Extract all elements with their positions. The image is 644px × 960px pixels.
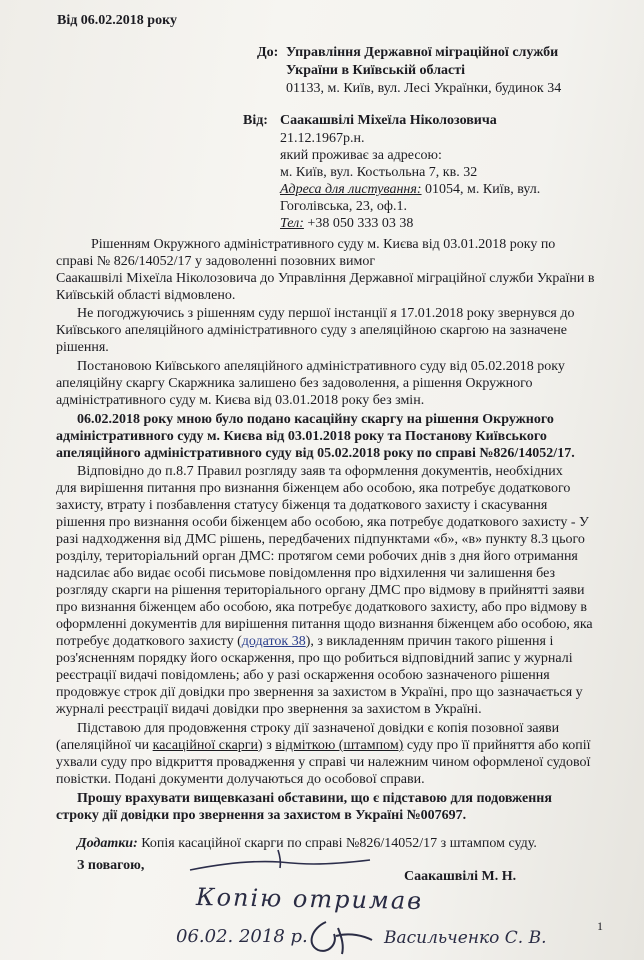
- sender-phone: [280, 215, 413, 232]
- paragraph-4-line: адміністративного суду м. Києва від 03.01.2018 року та Постанову Київського: [56, 429, 547, 444]
- paragraph-5-line: реєстрації видачі повідомлень; або у разі оскарження особою зазначеного рішення: [56, 668, 550, 683]
- paragraph-3-line: адміністративного суду м. Києва від 03.01.2018 року без змін.: [56, 393, 425, 408]
- paragraph-4-line: 06.02.2018 року мною було подано касаційну скаргу на рішення Окружного: [77, 412, 554, 427]
- paragraph-1-line: справі № 826/14052/17 у задоволенні позовних вимог: [56, 254, 376, 269]
- paragraph-5-line: журналі реєстрації видачі довідки про звернення за захистом в Україні.: [56, 702, 482, 717]
- document-date: Від 06.02.2018 року: [57, 13, 177, 28]
- request-line: строку дії довідки про звернення за захистом в Україні №007697.: [56, 808, 467, 823]
- paragraph-1-line: Київській області відмовлено.: [56, 288, 236, 303]
- paragraph-5-line: продовжує строк дії довідки про звернення за захистом в Україні, про що зазначається у: [56, 685, 583, 700]
- from-label: Від:: [243, 113, 268, 128]
- signer-name: Саакашвілі М. Н.: [404, 869, 517, 884]
- paragraph-5-line: для вирішення питання про визнання біженцем або особою, яка потребує додаткового: [56, 481, 571, 496]
- paragraph-3-line: Постановою Київського апеляційного адміністративного суду від 05.02.2018 року: [77, 359, 565, 374]
- paragraph-2-line: Київського апеляційного адміністративного суду з апеляційною скаргою на зазначене: [56, 323, 567, 338]
- request-line: Прошу врахувати вищевказані обставини, що є підставою для подовження: [77, 791, 552, 806]
- attachments-text: Копія касаційної скарги по справі №826/14052/17 з штампом суду.: [137, 836, 537, 851]
- sender-mail-address: [280, 181, 540, 198]
- paragraph-5-line: захисту, втрату і позбавлення статусу біженця та додаткового захисту і скасування: [56, 498, 548, 513]
- paragraph-1-line: Саакашвілі Міхеїла Ніколозовича до Управління Державної міграційної служби України в: [56, 271, 595, 286]
- paragraph-5-line: розгляду скарги на рішення територіального органу ДМС про відмову в прийнятті заяви: [56, 583, 585, 598]
- cassation-complaint-underlined: касаційної скарги: [152, 738, 259, 753]
- addressee-org-line1: Управління Державної міграційної служби: [286, 45, 559, 60]
- paragraph-5-line: Відповідно до п.8.7 Правил розгляду заяв та оформлення документів, необхідних: [77, 464, 563, 479]
- paragraph-2-line: рішення.: [56, 340, 109, 355]
- paragraph-5-line: разі надходження від ДМС рішень, передбачених підпунктами «б», «в» пункту 8.3 цього: [56, 532, 585, 547]
- paragraph-6-text: ) з: [258, 738, 276, 753]
- author-signature: [180, 842, 380, 882]
- paragraph-4-line: апеляційного адміністративного суду від 05.02.2018 року по справі №826/14052/17.: [56, 446, 575, 461]
- paragraph-6-line: повістки. Подані документи долучаються до особової справи.: [56, 772, 425, 787]
- paragraph-2-line: Не погоджуючись з рішенням суду першої інстанції я 17.01.2018 року звернувся до: [77, 306, 575, 321]
- paragraph-6-line: Підставою для продовження строку дії зазначеної довідки є копія позовної заяви: [77, 721, 560, 736]
- paragraph-5-line: рішення про визнання особи біженцем або особою, яка потребує додаткового захисту - У: [56, 515, 589, 530]
- closing-regards: З повагою,: [77, 858, 145, 873]
- paragraph-6-text: суду про її прийняття або копії: [403, 738, 591, 753]
- handwritten-date: 06.02. 2018 р.: [176, 926, 308, 947]
- appendix-38-link[interactable]: додаток 38: [241, 634, 306, 649]
- addressee-org-line2: України в Київській області: [286, 63, 466, 78]
- paragraph-5-text: потребує додаткового захисту (: [56, 634, 242, 649]
- paragraph-1-line: Рішенням Окружного адміністративного суду м. Києва від 03.01.2018 року по: [91, 237, 556, 252]
- sender-residence-address: м. Київ, вул. Костьольна 7, кв. 32: [280, 165, 478, 180]
- mail-address-label: Адреса для листування:: [280, 182, 422, 197]
- sender-birth-date: 21.12.1967р.н.: [280, 131, 365, 146]
- handwritten-received-copy: Копію отримав: [195, 883, 424, 915]
- phone-number: +38 050 333 03 38: [303, 216, 414, 231]
- sender-name: Саакашвілі Міхеїла Ніколозовича: [280, 113, 497, 128]
- phone-label: Тел:: [280, 216, 304, 231]
- paragraph-5-line: про визнання біженцем або особою, яка потребує додаткового захисту, або про відмову в: [56, 600, 588, 615]
- sender-mail-address-line2: Гоголівська, 23, оф.1.: [280, 199, 407, 214]
- page-number: 1: [597, 919, 603, 933]
- receiver-signature: [298, 914, 378, 958]
- addressee-address: 01133, м. Київ, вул. Лесі Українки, будинок 34: [286, 81, 562, 96]
- attachments-label: Додатки:: [77, 836, 138, 851]
- paragraph-5-line: оформленні документів для вирішення питання щодо визнання біженцем або особою, яка: [56, 617, 593, 632]
- paragraph-6-text: (апеляційної чи: [56, 738, 153, 753]
- handwritten-receiver-name: Васильченко С. В.: [384, 928, 547, 948]
- paragraph-5-line: [56, 633, 553, 650]
- paragraph-6-line: ухвали суду про відкриття провадження у справі чи належним чином оформленої судової: [56, 755, 591, 770]
- paragraph-5-line: роз'ясненням порядку його оскарження, про що робиться відповідний запис у журналі: [56, 651, 573, 666]
- paragraph-3-line: апеляційну скаргу Скаржника залишено без задоволення, а рішення Окружного: [56, 376, 533, 391]
- paragraph-6-line: [56, 737, 590, 754]
- paragraph-5-line: надсилає або видає особі письмове повідомлення про відхилення чи залишення без: [56, 566, 556, 581]
- sender-residing-label: який проживає за адресою:: [280, 148, 442, 163]
- paragraph-5-text: ), з викладенням причин такого рішення і: [305, 634, 554, 649]
- mail-address-part1: 01054, м. Київ, вул.: [421, 182, 541, 197]
- to-label: До:: [257, 45, 279, 60]
- court-stamp-underlined: відміткою (штампом): [275, 738, 404, 753]
- paragraph-5-line: розділу, територіальний орган ДМС: протягом семи робочих днів з дня його отримання: [56, 549, 578, 564]
